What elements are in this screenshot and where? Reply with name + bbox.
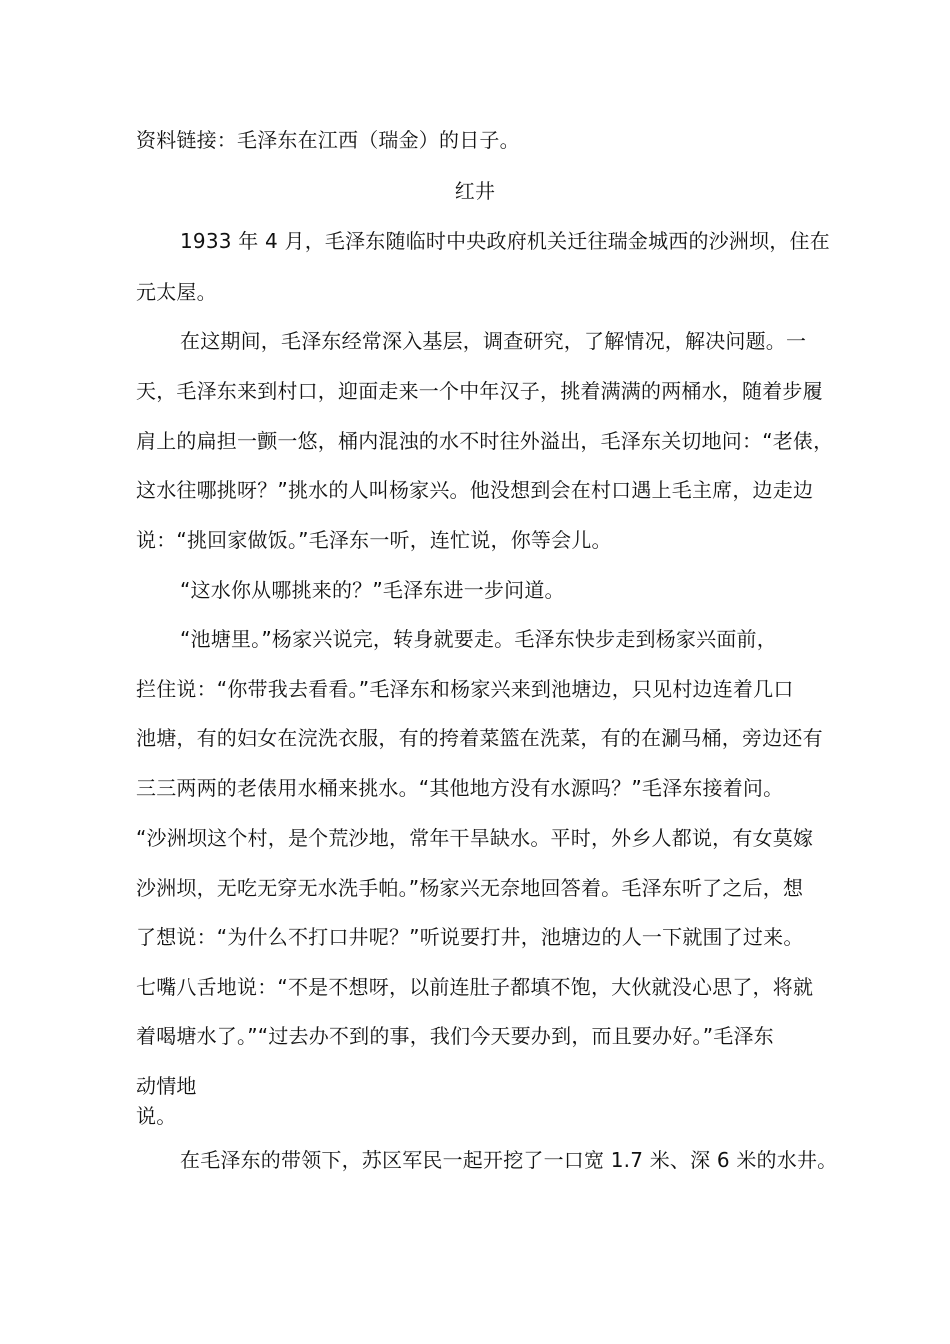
paragraph-line: “池塘里。”杨家兴说完，转身就要走。毛泽东快步走到杨家兴面前， xyxy=(180,627,777,651)
paragraph-line: 着喝塘水了。”“过去办不到的事，我们今天要办到，而且要办好。”毛泽东 xyxy=(136,1024,774,1048)
paragraph-line: 在这期间，毛泽东经常深入基层，调查研究，了解情况，解决问题。一 xyxy=(180,329,807,353)
paragraph-line: 沙洲坝，无吃无穿无水洗手帕。”杨家兴无奈地回答着。毛泽东听了之后，想 xyxy=(136,876,804,900)
paragraph-line: 1933 年 4 月，毛泽东随临时中央政府机关迁往瑞金城西的沙洲坝，住在 xyxy=(180,229,830,253)
paragraph-line: 肩上的扁担一颤一悠，桶内混浊的水不时往外溢出，毛泽东关切地问：“老俵， xyxy=(136,429,834,453)
paragraph-line: 说：“挑回家做饭。”毛泽东一听，连忙说，你等会儿。 xyxy=(136,528,612,552)
paragraph-line: “这水你从哪挑来的？”毛泽东进一步问道。 xyxy=(180,578,565,602)
paragraph-line: 在毛泽东的带领下，苏区军民一起开挖了一口宽 1.7 米、深 6 米的水井。 xyxy=(180,1148,838,1172)
paragraph-line: 这水往哪挑呀？”挑水的人叫杨家兴。他没想到会在村口遇上毛主席，边走边 xyxy=(136,478,814,502)
paragraph-line: 动情地 xyxy=(136,1074,197,1098)
paragraph-line: 元太屋。 xyxy=(136,280,217,304)
paragraph-line: 七嘴八舌地说：“不是不想呀，以前连肚子都填不饱，大伙就没心思了，将就 xyxy=(136,975,814,999)
paragraph-line: “沙洲坝这个村，是个荒沙地，常年干旱缺水。平时，外乡人都说，有女莫嫁 xyxy=(136,826,814,850)
paragraph-line: 拦住说：“你带我去看看。”毛泽东和杨家兴来到池塘边，只见村边连着几口 xyxy=(136,677,794,701)
paragraph-line: 三三两两的老俵用水桶来挑水。“其他地方没有水源吗？”毛泽东接着问。 xyxy=(136,776,784,800)
section-title: 红井 xyxy=(454,179,496,203)
paragraph-line: 池塘，有的妇女在浣洗衣服，有的挎着菜篮在洗菜，有的在涮马桶，旁边还有 xyxy=(136,726,823,750)
intro-line: 资料链接：毛泽东在江西（瑞金）的日子。 xyxy=(136,128,520,152)
paragraph-line: 天，毛泽东来到村口，迎面走来一个中年汉子，挑着满满的两桶水，随着步履 xyxy=(136,379,823,403)
paragraph-line: 说。 xyxy=(136,1104,177,1128)
paragraph-line: 了想说：“为什么不打口井呢？”听说要打井，池塘边的人一下就围了过来。 xyxy=(136,925,804,949)
